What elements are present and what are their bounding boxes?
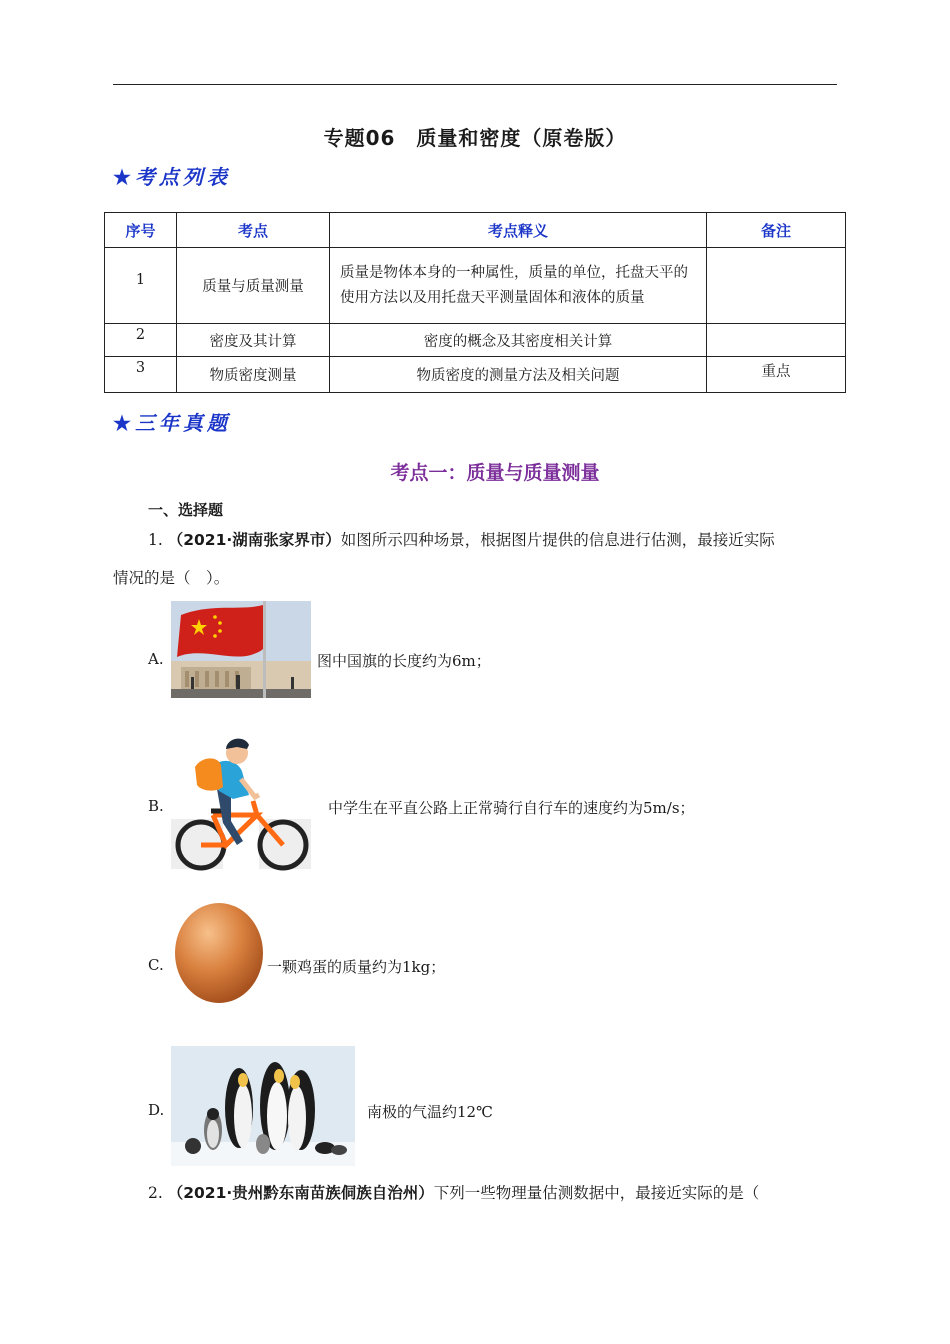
page-title: 专题06 质量和密度（原卷版）	[323, 126, 627, 150]
question-source: （2021·贵州黔东南苗族侗族自治州）	[167, 1184, 434, 1202]
egg-image	[171, 895, 267, 1005]
cell-note	[707, 248, 846, 324]
col-header: 考点	[177, 213, 330, 248]
question-number: 1.	[148, 531, 163, 549]
question-text: 下列一些物理量估测数据中，最接近实际的是（	[433, 1184, 760, 1202]
option-text: 南极的气温约12℃	[367, 1103, 493, 1121]
question-1	[148, 523, 838, 557]
section-heading-exams	[113, 407, 231, 436]
option-text: 中学生在平直公路上正常骑行自行车的速度约为5m/s；	[328, 799, 695, 817]
cell-desc: 密度的概念及其密度相关计算	[330, 324, 707, 357]
star-icon: ★	[113, 411, 135, 435]
col-header: 考点释义	[330, 213, 707, 248]
option-letter: D.	[148, 1101, 165, 1119]
question-1-cont: 情况的是（ ）。	[113, 569, 230, 587]
cell-topic: 密度及其计算	[177, 324, 330, 357]
section-label: 三年真题	[134, 411, 231, 435]
col-header: 序号	[105, 213, 177, 248]
table-header-row	[105, 213, 846, 248]
cell-topic: 质量与质量测量	[177, 248, 330, 324]
question-text: 如图所示四种场景，根据图片提供的信息进行估测，最接近实际	[340, 531, 775, 549]
option-text: 图中国旗的长度约为6m；	[317, 652, 491, 670]
option-text: 一颗鸡蛋的质量约为1kg；	[267, 958, 446, 976]
cell-num: 3	[105, 357, 177, 393]
table-row	[105, 357, 846, 393]
flag-image	[171, 601, 311, 698]
option-letter: C.	[148, 956, 164, 974]
header-rule	[113, 84, 837, 85]
cell-num: 1	[105, 248, 177, 324]
cell-note	[707, 324, 846, 357]
cell-num: 2	[105, 324, 177, 357]
part-label: 一、选择题	[148, 501, 224, 519]
topic-heading: 考点一：质量与质量测量	[390, 462, 600, 484]
question-source: （2021·湖南张家界市）	[167, 531, 341, 549]
table-row	[105, 324, 846, 357]
cell-desc: 物质密度的测量方法及相关问题	[330, 357, 707, 393]
cell-desc: 质量是物体本身的一种属性，质量的单位，托盘天平的使用方法以及用托盘天平测量固体和液体的质量	[330, 248, 707, 324]
table-row	[105, 248, 846, 324]
question-number: 2.	[148, 1184, 163, 1202]
section-heading-list	[113, 161, 231, 190]
star-icon: ★	[113, 165, 135, 189]
col-header: 备注	[707, 213, 846, 248]
cell-topic: 物质密度测量	[177, 357, 330, 393]
penguins-image	[171, 1046, 355, 1166]
section-label: 考点列表	[134, 165, 231, 189]
option-letter: A.	[148, 650, 164, 668]
option-letter: B.	[148, 797, 164, 815]
cell-note: 重点	[707, 357, 846, 393]
topic-table	[104, 212, 846, 393]
question-2	[148, 1176, 848, 1210]
cyclist-image	[171, 735, 311, 873]
